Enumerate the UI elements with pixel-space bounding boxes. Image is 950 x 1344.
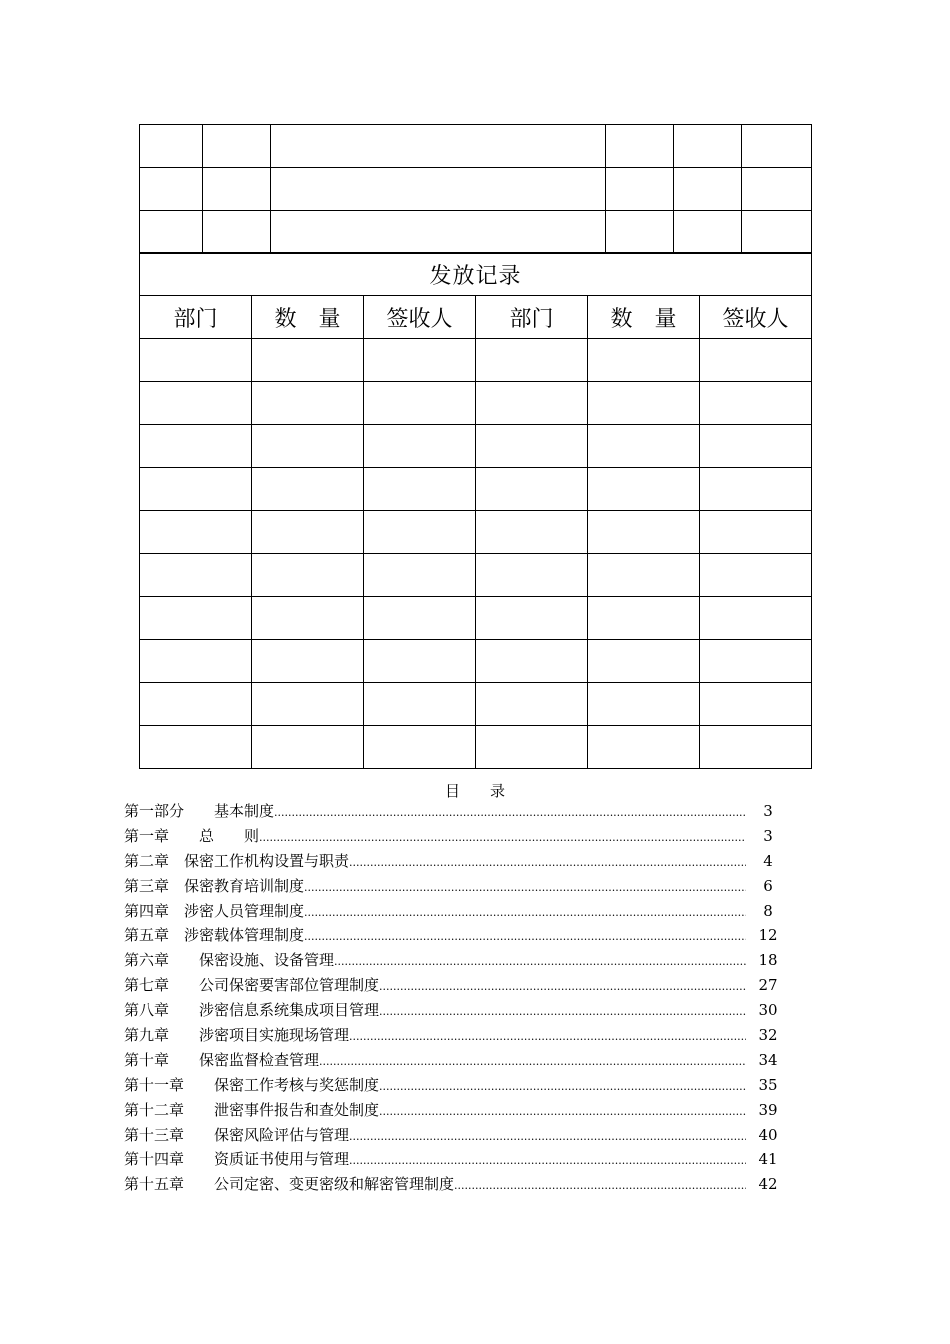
toc-entry-label: 第十三章 保密风险评估与管理 (124, 1125, 350, 1144)
toc-leader-dots (304, 874, 746, 901)
table-cell (476, 683, 588, 726)
toc-entry-label: 第十章 保密监督检查管理 (124, 1050, 320, 1069)
table-cell (364, 597, 476, 640)
table-cell (700, 382, 812, 425)
toc-leader-dots (379, 1073, 746, 1100)
table-cell (364, 726, 476, 769)
toc-entry[interactable] (124, 923, 786, 948)
table-cell (364, 511, 476, 554)
toc-leader-dots (334, 948, 746, 975)
toc-entry-page: 42 (758, 1175, 778, 1194)
toc-entry[interactable] (124, 799, 786, 824)
table-cell (140, 339, 252, 382)
toc-entry[interactable] (124, 1172, 786, 1197)
toc-entry-label: 第七章 公司保密要害部位管理制度 (124, 976, 380, 995)
toc-entry-page: 34 (758, 1050, 778, 1069)
toc-leader-dots (274, 799, 746, 826)
toc-entry-label: 第三章 保密教育培训制度 (124, 876, 305, 895)
table-cell (476, 640, 588, 683)
toc-entry-label: 第二章 保密工作机构设置与职责 (124, 851, 350, 870)
table-cell (364, 640, 476, 683)
toc-entry-page: 3 (763, 802, 773, 820)
table-cell (588, 339, 700, 382)
toc-entry-page: 18 (758, 951, 778, 970)
toc-leader-dots (259, 824, 746, 851)
table-cell (476, 726, 588, 769)
table-cell (606, 168, 674, 211)
table-cell (271, 125, 606, 168)
table-cell (203, 168, 271, 211)
table-row (140, 726, 812, 769)
toc-entry[interactable] (124, 998, 786, 1023)
table-cell (364, 339, 476, 382)
table-cell (203, 211, 271, 254)
table-cell (476, 468, 588, 511)
toc-entry-page: 8 (763, 901, 773, 920)
toc-entry-page: 40 (758, 1125, 778, 1144)
toc-entry[interactable] (124, 1023, 786, 1048)
table-cell (700, 554, 812, 597)
table-row (140, 339, 812, 382)
top-record-table (139, 124, 812, 254)
table-cell (140, 168, 203, 211)
table-cell (674, 211, 742, 254)
table-row (140, 597, 812, 640)
table-cell (588, 511, 700, 554)
table-cell (700, 597, 812, 640)
toc-entry-page: 3 (763, 826, 773, 845)
toc-leader-dots (319, 1048, 746, 1075)
table-cell (140, 511, 252, 554)
table-cell (252, 382, 364, 425)
toc-entry[interactable] (124, 849, 786, 874)
table-cell (364, 683, 476, 726)
toc-entry[interactable] (124, 874, 786, 899)
toc-entry[interactable] (124, 1123, 786, 1148)
header-quantity: 数 量 (252, 296, 364, 339)
table-cell (588, 425, 700, 468)
toc-entry-label: 第一部分 基本制度 (124, 802, 275, 820)
table-row (140, 168, 812, 211)
table-cell (588, 640, 700, 683)
toc-entry-page: 27 (758, 976, 778, 995)
table-cell (252, 339, 364, 382)
table-cell (700, 726, 812, 769)
table-cell (700, 511, 812, 554)
toc-entry-page: 30 (758, 1001, 778, 1020)
table-cell (252, 640, 364, 683)
toc-entry[interactable] (124, 1073, 786, 1098)
table-cell (700, 468, 812, 511)
table-cell (476, 425, 588, 468)
toc-entry-label: 第一章 总 则 (124, 826, 260, 845)
table-cell (606, 125, 674, 168)
table-cell (140, 554, 252, 597)
table-cell (700, 339, 812, 382)
table-cell (476, 511, 588, 554)
toc-leader-dots (349, 1123, 746, 1150)
table-cell (364, 554, 476, 597)
table-cell (364, 468, 476, 511)
distribution-header-row (140, 296, 812, 339)
toc-entry-page: 32 (758, 1026, 778, 1045)
table-cell (140, 468, 252, 511)
table-cell (700, 683, 812, 726)
table-of-contents (124, 799, 786, 1197)
toc-leader-dots (349, 1147, 746, 1174)
toc-entry-label: 第六章 保密设施、设备管理 (124, 951, 335, 970)
table-cell (476, 554, 588, 597)
table-cell (140, 425, 252, 468)
table-row (140, 683, 812, 726)
toc-entry-page: 35 (758, 1075, 778, 1094)
table-cell (588, 554, 700, 597)
toc-entry-label: 第十二章 泄密事件报告和查处制度 (124, 1100, 380, 1119)
header-department: 部门 (476, 296, 588, 339)
table-cell (674, 168, 742, 211)
toc-entry[interactable] (124, 899, 786, 924)
table-row (140, 211, 812, 254)
toc-entry-label: 第五章 涉密载体管理制度 (124, 926, 305, 945)
distribution-record-table (139, 252, 812, 769)
table-cell (364, 382, 476, 425)
table-cell (140, 683, 252, 726)
table-cell (140, 382, 252, 425)
table-cell (252, 511, 364, 554)
table-row (140, 125, 812, 168)
table-cell (252, 726, 364, 769)
table-cell (588, 597, 700, 640)
table-cell (252, 597, 364, 640)
toc-entry-label: 第十五章 公司定密、变更密级和解密管理制度 (124, 1175, 455, 1194)
table-cell (742, 211, 812, 254)
table-cell (588, 382, 700, 425)
table-cell (588, 726, 700, 769)
toc-entry-label: 第九章 涉密项目实施现场管理 (124, 1026, 350, 1045)
toc-leader-dots (379, 973, 746, 1000)
table-cell (476, 382, 588, 425)
toc-entry-label: 第八章 涉密信息系统集成项目管理 (124, 1001, 380, 1020)
table-row (140, 511, 812, 554)
table-cell (742, 168, 812, 211)
table-cell (364, 425, 476, 468)
table-cell (588, 683, 700, 726)
header-signer: 签收人 (700, 296, 812, 339)
table-cell (700, 640, 812, 683)
toc-entry-page: 41 (758, 1150, 778, 1169)
toc-entry-label: 第十一章 保密工作考核与奖惩制度 (124, 1075, 380, 1094)
table-row (140, 468, 812, 511)
header-department: 部门 (140, 296, 252, 339)
header-quantity: 数 量 (588, 296, 700, 339)
toc-leader-dots (379, 1098, 746, 1125)
toc-leader-dots (454, 1172, 746, 1199)
toc-entry-label: 第十四章 资质证书使用与管理 (124, 1150, 350, 1169)
table-cell (140, 640, 252, 683)
toc-leader-dots (349, 849, 746, 876)
table-cell (252, 468, 364, 511)
table-cell (140, 726, 252, 769)
table-cell (203, 125, 271, 168)
table-cell (140, 597, 252, 640)
table-cell (271, 168, 606, 211)
toc-entry[interactable] (124, 1098, 786, 1123)
table-row (140, 382, 812, 425)
table-cell (252, 554, 364, 597)
distribution-title: 发放记录 (140, 253, 812, 296)
toc-entry[interactable] (124, 948, 786, 973)
toc-entry-page: 39 (758, 1100, 778, 1119)
table-cell (700, 425, 812, 468)
table-cell (140, 211, 203, 254)
table-cell (476, 339, 588, 382)
toc-entry[interactable] (124, 973, 786, 998)
table-cell (674, 125, 742, 168)
table-cell (252, 683, 364, 726)
toc-leader-dots (304, 899, 746, 926)
toc-entry[interactable] (124, 1147, 786, 1172)
table-row (140, 554, 812, 597)
toc-entry[interactable] (124, 824, 786, 849)
table-cell (606, 211, 674, 254)
distribution-title-row (140, 253, 812, 296)
table-cell (140, 125, 203, 168)
header-signer: 签收人 (364, 296, 476, 339)
toc-entry-page: 12 (758, 926, 778, 945)
toc-entry-page: 6 (763, 876, 773, 895)
table-cell (252, 425, 364, 468)
table-row (140, 640, 812, 683)
table-cell (588, 468, 700, 511)
table-cell (271, 211, 606, 254)
toc-entry-page: 4 (763, 851, 773, 870)
toc-entry[interactable] (124, 1048, 786, 1073)
toc-leader-dots (379, 998, 746, 1025)
toc-entry-label: 第四章 涉密人员管理制度 (124, 901, 305, 920)
table-cell (742, 125, 812, 168)
table-row (140, 425, 812, 468)
toc-leader-dots (304, 923, 746, 950)
toc-leader-dots (349, 1023, 746, 1050)
toc-title: 目 录 (444, 782, 505, 800)
table-cell (476, 597, 588, 640)
